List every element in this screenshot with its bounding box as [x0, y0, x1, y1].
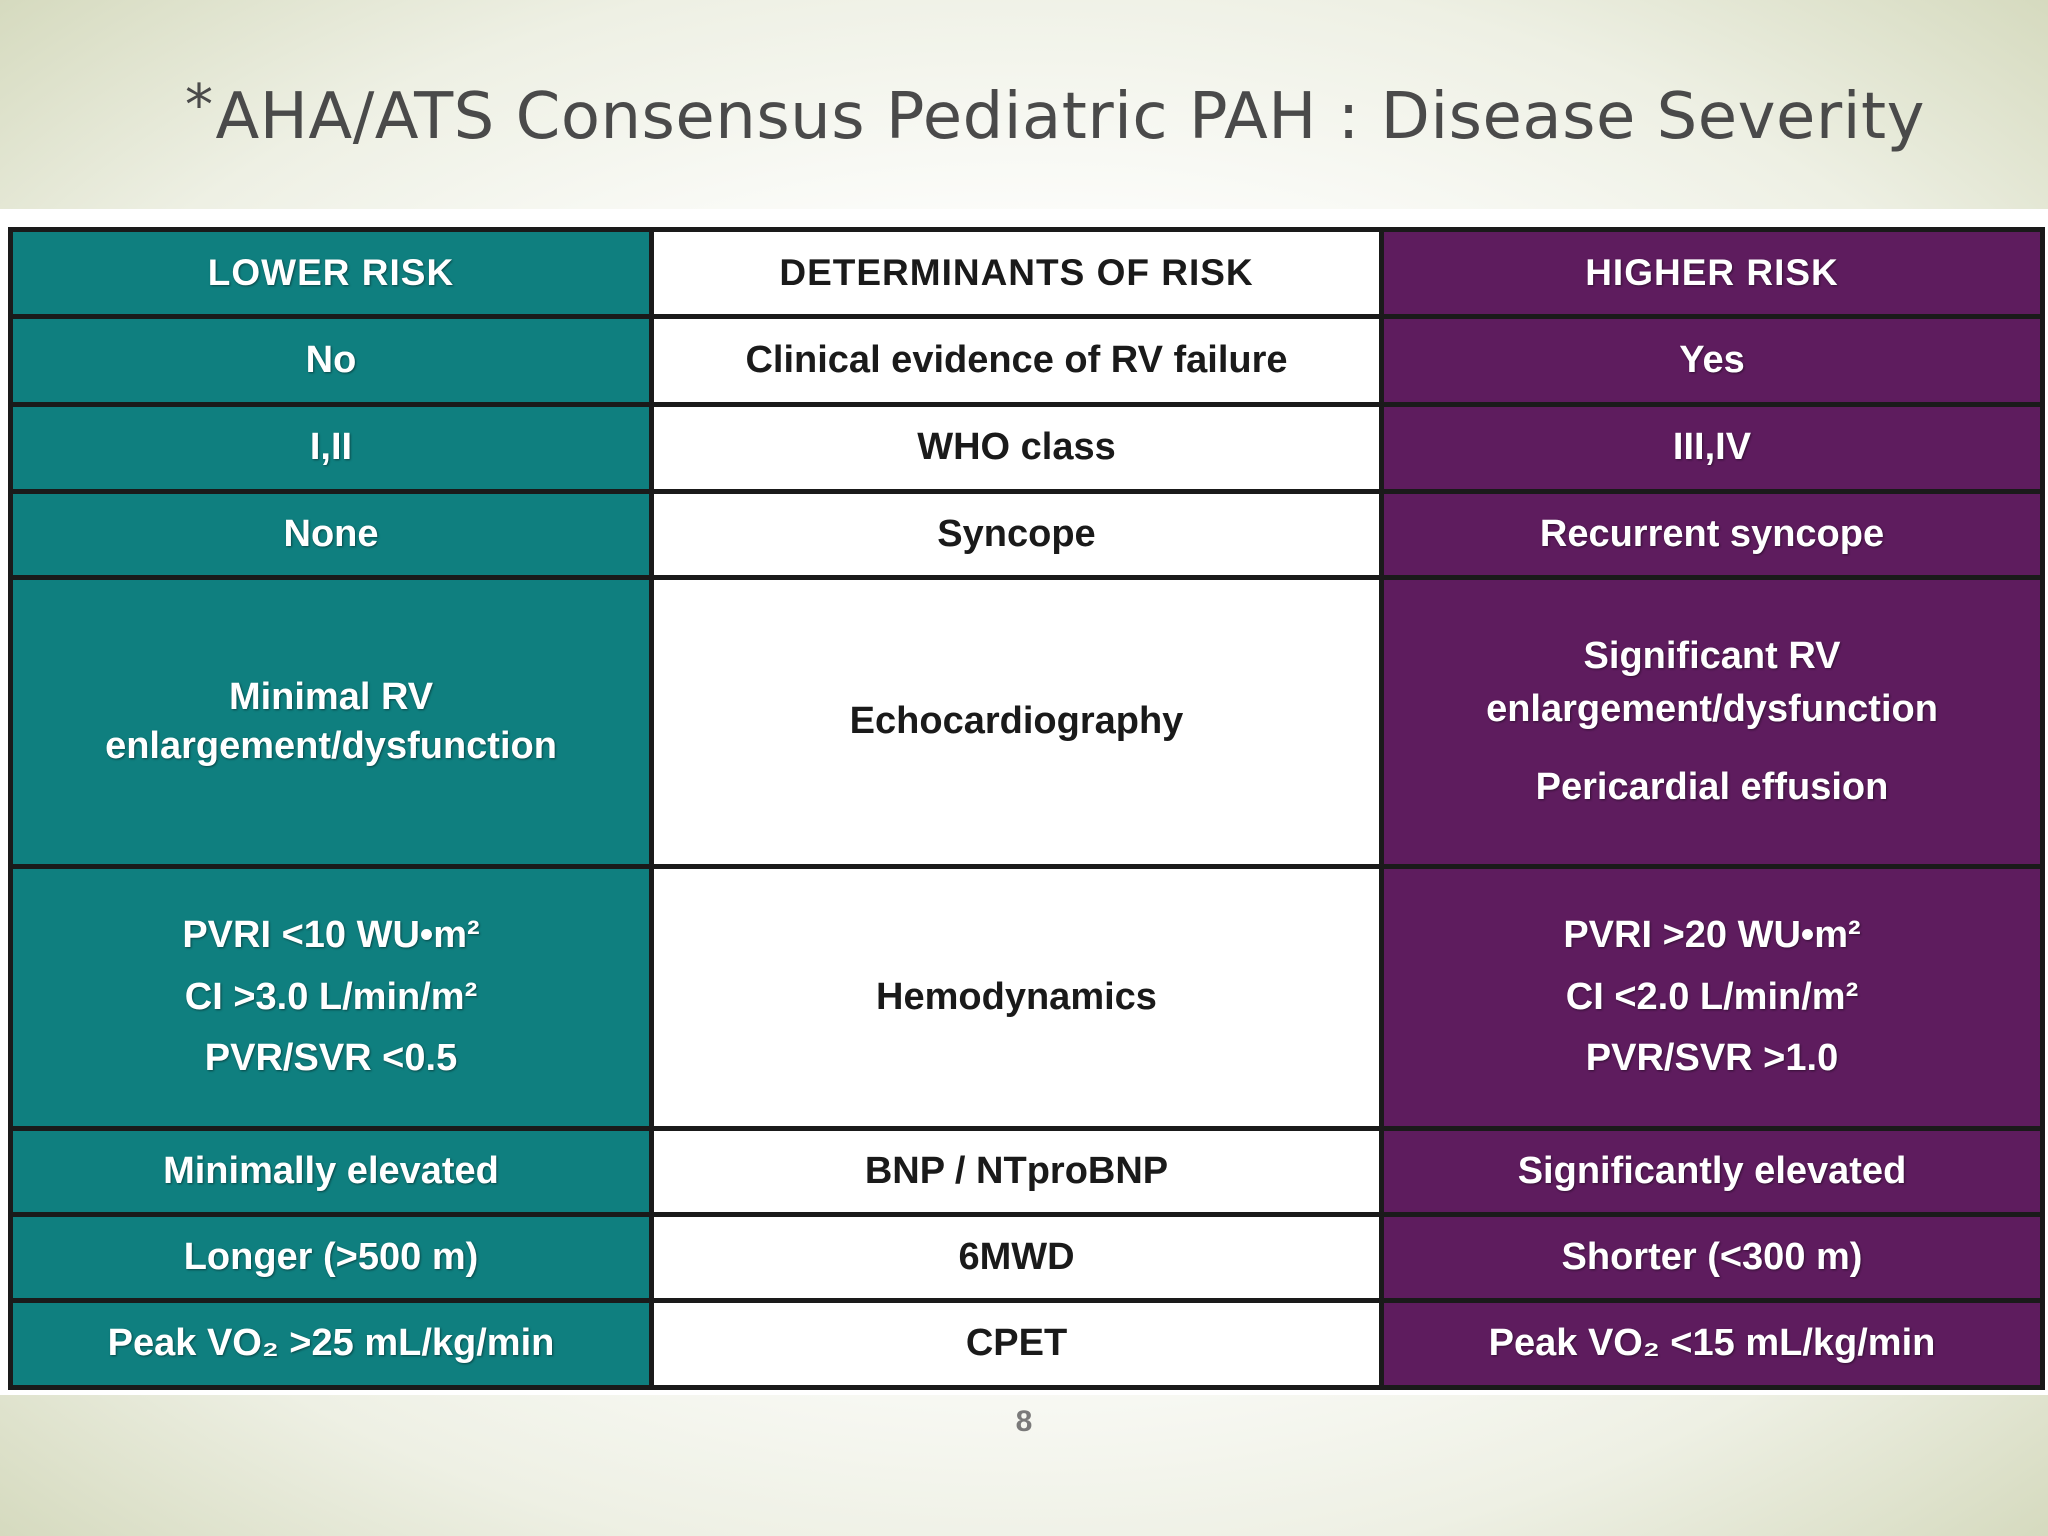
cell-line: Minimal RV: [228, 675, 434, 718]
determinant-cell: Clinical evidence of RV failure: [652, 317, 1382, 405]
cell-line: CI <2.0 L/min/m²: [1565, 975, 1859, 1018]
lower-risk-cell: [11, 317, 652, 405]
cell-line: CI >3.0 L/min/m²: [184, 975, 478, 1018]
determinant-cell: WHO class: [652, 405, 1382, 492]
cell-line: Minimally elevated: [163, 1149, 499, 1192]
cell-line: III,IV: [1672, 426, 1752, 469]
higher-risk-cell: [1382, 317, 2043, 405]
cell-line: Significant RV: [1583, 634, 1841, 677]
cell-line: No: [305, 338, 357, 381]
cell-line: PVR/SVR <0.5: [204, 1037, 458, 1080]
cell-line: Peak VO₂ <15 mL/kg/min: [1488, 1322, 1936, 1365]
header-determinants: DETERMINANTS OF RISK: [652, 230, 1382, 317]
cell-line: PVR/SVR >1.0: [1585, 1037, 1839, 1080]
cell-line: None: [283, 512, 379, 555]
higher-risk-cell: [1382, 405, 2043, 492]
table-header-row: [11, 230, 2043, 317]
higher-risk-cell: [1382, 1301, 2043, 1388]
title-text: AHA/ATS Consensus Pediatric PAH : Disease Severity: [215, 80, 1925, 154]
table-row: [11, 867, 2043, 1129]
determinant-cell: Echocardiography: [652, 578, 1382, 867]
determinant-cell: 6MWD: [652, 1215, 1382, 1301]
table-row: [11, 492, 2043, 578]
cell-line: Longer (>500 m): [183, 1235, 479, 1278]
page-number: 8: [1015, 1405, 1033, 1438]
cell-line: enlargement/dysfunction: [1486, 688, 1938, 731]
higher-risk-cell: [1382, 867, 2043, 1129]
table-row: [11, 1129, 2043, 1215]
higher-risk-cell: [1382, 492, 2043, 578]
higher-risk-cell: [1382, 1129, 2043, 1215]
lower-risk-cell: [11, 1129, 652, 1215]
higher-risk-cell: [1382, 578, 2043, 867]
table-row: [11, 405, 2043, 492]
header-higher-risk: HIGHER RISK: [1382, 230, 2043, 317]
cell-line: Peak VO₂ >25 mL/kg/min: [107, 1322, 555, 1365]
table-row: [11, 1215, 2043, 1301]
lower-risk-cell: [11, 578, 652, 867]
cell-line: I,II: [309, 426, 353, 469]
table-row: [11, 578, 2043, 867]
lower-risk-cell: [11, 867, 652, 1129]
determinant-cell: Hemodynamics: [652, 867, 1382, 1129]
cell-line: Significantly elevated: [1517, 1149, 1907, 1192]
table-row: [11, 1301, 2043, 1388]
table-row: [11, 317, 2043, 405]
lower-risk-cell: [11, 1215, 652, 1301]
determinant-cell: CPET: [652, 1301, 1382, 1388]
cell-line: Recurrent syncope: [1539, 512, 1885, 555]
table-panel: [0, 209, 2048, 1395]
lower-risk-cell: [11, 1301, 652, 1388]
risk-table: [8, 227, 2045, 1390]
cell-line: Pericardial effusion: [1535, 765, 1889, 808]
cell-line: Yes: [1679, 338, 1745, 381]
determinant-cell: BNP / NTproBNP: [652, 1129, 1382, 1215]
cell-line: PVRI <10 WU•m²: [182, 914, 480, 957]
header-lower-risk: LOWER RISK: [11, 230, 652, 317]
higher-risk-cell: [1382, 1215, 2043, 1301]
title-asterisk: *: [185, 73, 214, 138]
cell-line: Shorter (<300 m): [1561, 1235, 1863, 1278]
slide-title: [185, 72, 1925, 156]
cell-line: enlargement/dysfunction: [105, 725, 557, 767]
determinant-cell: Syncope: [652, 492, 1382, 578]
lower-risk-cell: [11, 405, 652, 492]
cell-line: PVRI >20 WU•m²: [1563, 914, 1861, 957]
lower-risk-cell: [11, 492, 652, 578]
